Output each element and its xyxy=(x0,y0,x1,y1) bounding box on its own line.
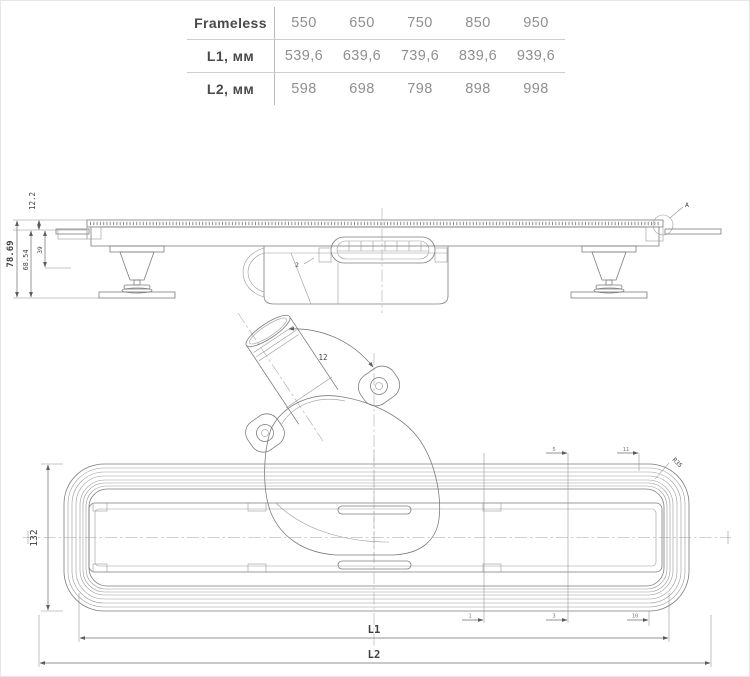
dim-edge-12-2 xyxy=(13,192,87,230)
table-cell-l2: 998 xyxy=(523,81,549,97)
wall-thickness-label: 2 xyxy=(295,261,299,269)
table-header-label: Frameless xyxy=(187,7,275,40)
tile-strip-right xyxy=(665,229,721,234)
radius-callout xyxy=(655,457,684,479)
table-row-label-l1: L1, мм xyxy=(187,40,275,73)
table-cell-l1: 639,6 xyxy=(333,40,391,73)
side-view xyxy=(6,192,721,313)
dim-offset-39 xyxy=(37,231,71,268)
mounting-ear-lower xyxy=(241,409,290,457)
siphon-body xyxy=(265,396,440,555)
offset-label: 39 xyxy=(37,246,44,254)
table-header-value: 550 xyxy=(275,7,333,40)
tick-label: 10 xyxy=(631,613,639,620)
overall-height-label: 78.69 xyxy=(6,240,16,268)
grate-slot-bottom xyxy=(338,561,411,569)
table-cell-l1: 539,6 xyxy=(275,40,333,73)
adjustable-foot-right xyxy=(571,246,647,298)
edge-height-label: 12.2 xyxy=(28,191,37,211)
plan-width-label: 132 xyxy=(29,529,40,547)
l1-label: L1 xyxy=(367,624,381,636)
table-cell-l2: 598 xyxy=(291,81,317,97)
tick-label: 1 xyxy=(468,613,472,620)
table-header-value: 750 xyxy=(391,7,449,40)
table-cell-l1: 939,6 xyxy=(507,40,565,73)
table-cell-l1: 839,6 xyxy=(449,40,507,73)
table-row-label-l2: L2, мм xyxy=(187,73,275,105)
plan-view xyxy=(23,447,731,667)
table-cell-l2: 898 xyxy=(465,81,491,97)
detail-callout xyxy=(653,201,689,235)
table-cell-l2: 798 xyxy=(407,81,433,97)
table-header-value: 950 xyxy=(507,7,565,40)
mounting-ear-upper xyxy=(353,361,405,412)
wall-thickness-callout xyxy=(295,258,314,269)
tick-label: 11 xyxy=(622,447,630,453)
radius-label: R35 xyxy=(670,456,684,470)
tick-callouts-top xyxy=(546,447,638,453)
l2-label: L2 xyxy=(367,649,381,661)
tick-label: 3 xyxy=(552,613,556,620)
dim-overall-78-69 xyxy=(6,220,99,298)
dim-install-68-54 xyxy=(22,231,31,297)
siphon-view xyxy=(238,310,440,561)
dim-l2 xyxy=(39,615,711,667)
grate-slot-top xyxy=(338,506,411,514)
tick-label: 5 xyxy=(552,447,556,453)
install-height-label: 68.54 xyxy=(22,249,30,271)
table-header-value: 650 xyxy=(333,7,391,40)
technical-drawing xyxy=(1,1,750,677)
table-cell-l1: 739,6 xyxy=(391,40,449,73)
table-header-value: 850 xyxy=(449,7,507,40)
adjustable-foot-left xyxy=(99,246,175,298)
table-cell-l2: 698 xyxy=(349,81,375,97)
tick-callouts-bottom xyxy=(462,614,648,621)
detail-label: A xyxy=(685,201,689,209)
channel-body xyxy=(58,220,663,246)
angle-label: 12 xyxy=(318,353,328,362)
